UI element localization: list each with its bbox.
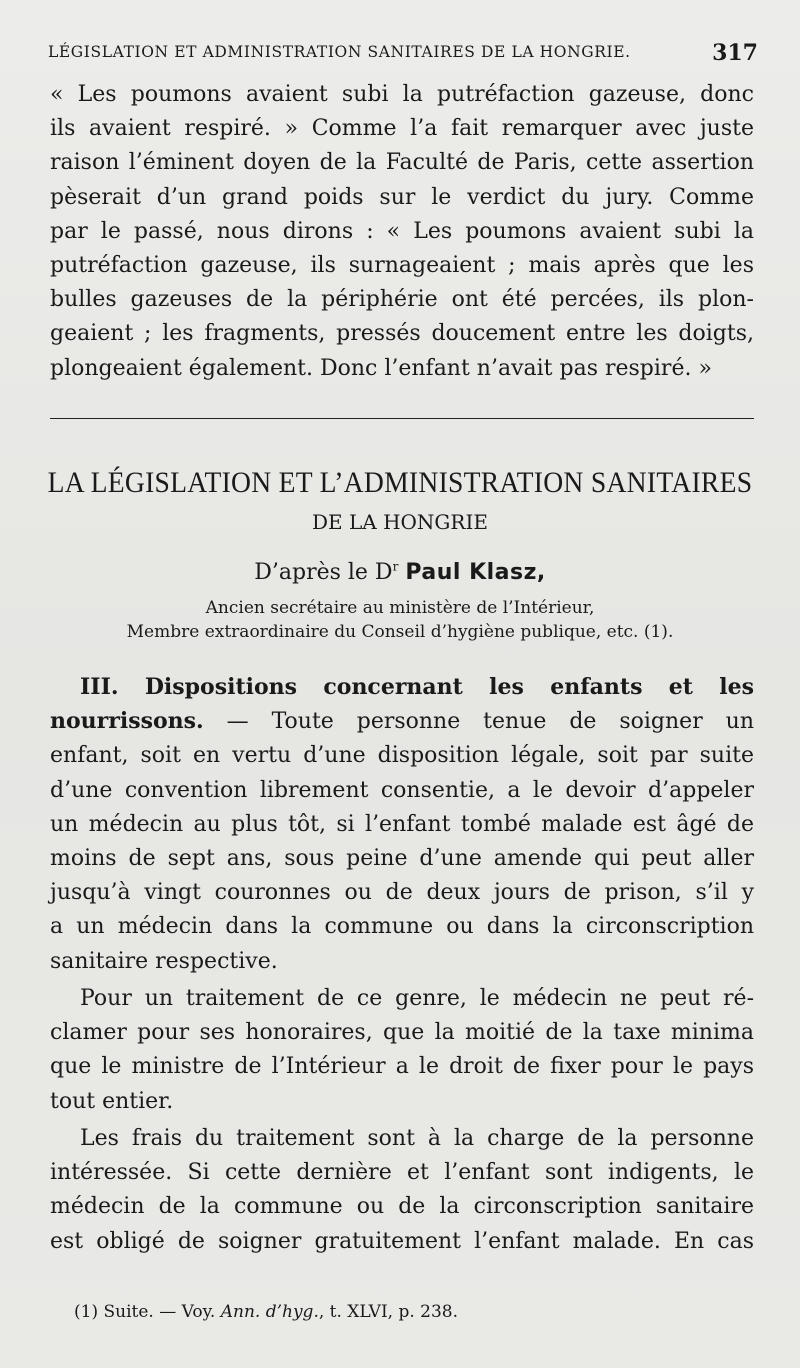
text-line: putréfaction gazeuse, ils surnageaient ; mais après que les (50, 253, 754, 279)
footnote-journal: Ann. d’hyg. (220, 1302, 319, 1322)
section-heading: III. Dispositions concernant les enfants et les (80, 674, 754, 700)
article-subtitle: DE LA HONGRIE (312, 510, 488, 534)
text-line: est obligé de soigner gratuitement l’enfant malade. En cas (50, 1228, 754, 1254)
text-line: « Les poumons avaient subi la putréfaction gazeuse, donc (50, 82, 754, 107)
text-line: un médecin au plus tôt, si l’enfant tombé malade est âgé de (50, 811, 754, 837)
text-line (50, 704, 754, 739)
text-line: que le ministre de l’Intérieur a le droit de fixer pour le pays (50, 1054, 754, 1080)
credential-line: Ancien secrétaire au ministère de l’Intérieur, (205, 598, 595, 618)
text-line: jusqu’à vingt couronnes ou de deux jours de prison, s’il y (50, 880, 754, 906)
text-line: pèserait d’un grand poids sur le verdict du jury. Comme (50, 184, 754, 210)
section-divider (50, 418, 754, 419)
running-header (48, 40, 758, 64)
text-line: tout entier. (50, 1088, 174, 1114)
text-line: ils avaient respiré. » Comme l’a fait remarquer avec juste (50, 116, 754, 142)
text-line: Les frais du traitement sont à la charge de la personne (80, 1126, 754, 1151)
section-paragraph-1 (50, 670, 754, 979)
article-title: LA LÉGISLATION ET L’ADMINISTRATION SANITAIRES (47, 466, 753, 499)
author-credentials (0, 596, 800, 644)
page-number: 317 (712, 40, 758, 66)
section-paragraph-3 (50, 1122, 754, 1259)
text-line: enfant, soit en vertu d’une disposition légale, soit par suite (50, 743, 754, 769)
text-line: par le passé, nous dirons : « Les poumons avaient subi la (50, 218, 754, 244)
text-line: a un médecin dans la commune ou dans la circonscription (50, 914, 754, 940)
intro-paragraph (50, 78, 754, 386)
text-line: geaient ; les fragments, pressés doucement entre les doigts, (50, 321, 754, 347)
credential-line: Membre extraordinaire du Conseil d’hygiène publique, etc. (1). (126, 622, 674, 642)
text-line: intéressée. Si cette dernière et l’enfant sont indigents, le (50, 1160, 754, 1186)
text-line: sanitaire respective. (50, 948, 278, 974)
text-line: Pour un traitement de ce genre, le médecin ne peut ré- (80, 986, 754, 1011)
byline-superscript: r (392, 559, 399, 574)
article-byline (0, 560, 800, 585)
footnote-prefix: (1) Suite. — Voy. (74, 1302, 221, 1322)
section-paragraph-2 (50, 982, 754, 1119)
text-line: bulles gazeuses de la périphérie ont été percées, ils plon- (50, 287, 754, 313)
text-line: raison l’éminent doyen de la Faculté de Paris, cette assertion (50, 150, 754, 176)
text-line: clamer pour ses honoraires, que la moitié de la taxe minima (50, 1020, 754, 1046)
text-line: médecin de la commune ou de la circonscription sanitaire (50, 1194, 754, 1220)
section-heading-rest: — Toute personne tenue de soigner un (203, 709, 754, 735)
section-heading-term: nourrissons. (50, 708, 204, 735)
text-line: plongeaient également. Donc l’enfant n’avait pas respiré. » (50, 355, 712, 381)
footnote (74, 1302, 458, 1322)
running-title: LÉGISLATION ET ADMINISTRATION SANITAIRES DE LA HONGRIE. (48, 43, 631, 61)
text-line: moins de sept ans, sous peine d’une amende qui peut aller (50, 846, 754, 872)
footnote-suffix: , t. XLVI, p. 238. (318, 1302, 459, 1322)
byline-prefix: D’après le D (254, 560, 393, 585)
author-name: Paul Klasz, (405, 560, 546, 585)
text-line: d’une convention librement consentie, a le devoir d’appeler (50, 777, 754, 803)
